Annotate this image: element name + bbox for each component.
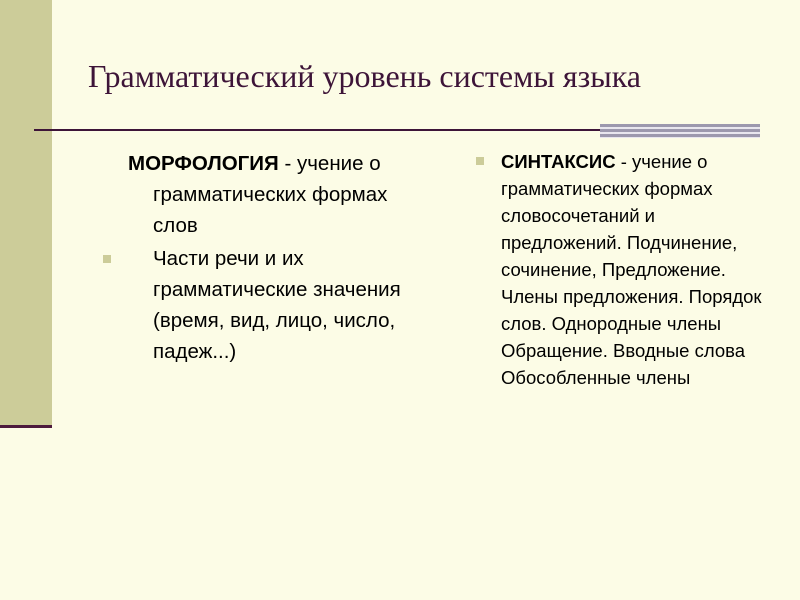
slide-title: Грамматический уровень системы языка bbox=[88, 58, 641, 94]
morphology-definition-text: - учение о грамматических формах слов bbox=[153, 152, 388, 237]
morphology-definition bbox=[128, 148, 428, 241]
syntax-column bbox=[476, 148, 776, 391]
square-bullet-icon bbox=[103, 255, 111, 263]
morphology-bullet-text: Части речи и их грамматические значения (время, вид, лицо, число, падеж...) bbox=[153, 247, 401, 363]
decorative-sidebar bbox=[0, 0, 52, 425]
syntax-definition-text: - учение о грамматических формах словосочетаний и предложений. Подчинение, сочинение, Предложение. Члены предложения. Порядок слов. Однородные члены Обращение. Вводные слова Обособленные члены bbox=[501, 151, 762, 388]
sidebar-edge-line bbox=[0, 425, 52, 428]
square-bullet-icon bbox=[476, 157, 484, 165]
syntax-term: СИНТАКСИС bbox=[501, 151, 616, 172]
morphology-column bbox=[128, 148, 428, 369]
morphology-bullet-item bbox=[128, 243, 428, 367]
divider-accent-block bbox=[600, 124, 760, 138]
syntax-bullet-item bbox=[476, 148, 776, 391]
morphology-term: МОРФОЛОГИЯ bbox=[128, 152, 279, 175]
